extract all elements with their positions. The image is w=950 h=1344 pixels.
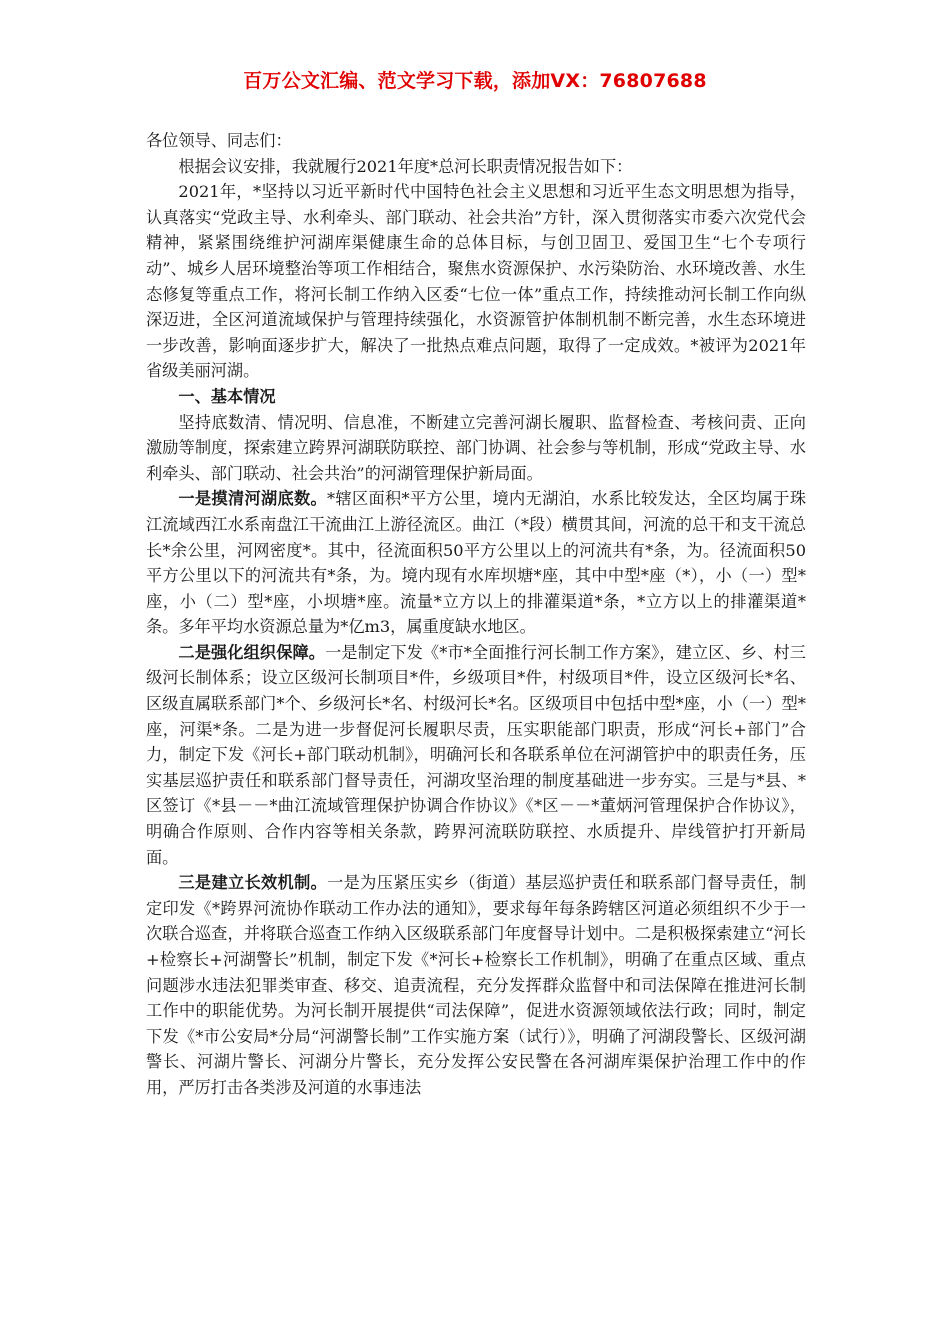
item-lead: 一是摸清河湖底数。 [178, 489, 328, 509]
salutation: 各位领导、同志们： [146, 131, 292, 150]
watermark-banner: 百万公文汇编、范文学习下载，添加VX：76807688 [243, 70, 707, 92]
intro-paragraph: 根据会议安排，我就履行2021年度*总河长职责情况报告如下： [178, 156, 633, 176]
section-heading: 一、基本情况 [178, 386, 276, 406]
section-summary: 坚持底数清、情况明、信息准，不断建立完善河湖长履职、监督检查、考核问责、正向激励等制度，探索建立跨界河湖联防联控、部门协调、社会参与等机制，形成“党政主导、水利牵头、部门联动、社会共治”的河湖管理保护新局面。 [146, 412, 806, 483]
overview-paragraph: 2021年，*坚持以习近平新时代中国特色社会主义思想和习近平生态文明思想为指导，认真落实“党政主导、水利牵头、部门联动、社会共治”方针，深入贯彻落实市委六次党代会精神，紧紧围绕维护河湖库渠健康生命的总体目标，与创卫固卫、爱国卫生“七个专项行动”、城乡人居环境整治等项工作相结合，聚焦水资源保护、水污染防治、水环境改善、水生态修复等重点工作，将河长制工作纳入区委“七位一体”重点工作，持续推动河长制工作向纵深迈进，全区河道流域保护与管理持续强化，水资源管护体制机制不断完善，水生态环境进一步改善，影响面逐步扩大，解决了一批热点难点问题，取得了一定成效。*被评为2021年省级美丽河湖。 [146, 182, 806, 381]
item-text: *辖区面积*平方公里，境内无湖泊，水系比较发达，全区均属于珠江流域西江水系南盘江干流曲江上游径流区。曲江（*段）横贯其间，河流的总干和支干流总长*余公里，河网密度*。其中，径流面积50平方公里以上的河流共有*条，为。径流面积50平方公里以下的河流共有*条，为。境内现有水库坝塘*座，其中中型*座（*），小（一）型*座，小（二）型*座，小坝塘*座。流量*立方以上的排灌渠道*条，*立方以上的排灌渠道*条。多年平均水资源总量为*亿m3，属重度缺水地区。 [146, 489, 807, 637]
item-lead: 三是建立长效机制。 [178, 873, 328, 893]
report-body [146, 128, 806, 1101]
item-lead: 二是强化组织保障。 [178, 642, 326, 662]
item-text: 一是制定下发《*市*全面推行河长制工作方案》，建立区、乡、村三级河长制体系；设立区级河长制项目*件，乡级项目*件，村级项目*件，设立区级河长*名、区级直属联系部门*个、乡级河长*名、村级河长*名。区级项目中包括中型*座，小（一）型*座，河渠*条。二是为进一步督促河长履职尽责，压实职能部门职责，形成“河长+部门”合力，制定下发《河长+部门联动机制》，明确河长和各联系单位在河湖管护中的职责任务，压实基层巡护责任和联系部门督导责任，河湖攻坚治理的制度基础进一步夯实。三是与*县、*区签订《*县－－*曲江流域管理保护协调合作协议》《*区－－*董炳河管理保护合作协议》，明确合作原则、合作内容等相关条款，跨界河流联防联控、水质提升、岸线管护打开新局面。 [146, 642, 806, 867]
item-paragraph [146, 486, 806, 640]
item-paragraph [146, 870, 806, 1100]
item-paragraph [146, 640, 806, 870]
item-text: 一是为压紧压实乡（街道）基层巡护责任和联系部门督导责任，制定印发《*跨界河流协作联动工作办法的通知》，要求每年每条跨辖区河道必须组织不少于一次联合巡查，并将联合巡查工作纳入区级联系部门年度督导计划中。二是积极探索建立“河长+检察长+河湖警长”机制，制定下发《*河长+检察长工作机制》，明确了在重点区域、重点问题涉水违法犯罪类审查、移交、追责流程，充分发挥群众监督中和司法保障在推进河长制工作中的职能优势。为河长制开展提供“司法保障”，促进水资源领域依法行政；同时，制定下发《*市公安局*分局“河湖警长制”工作实施方案（试行）》，明确了河湖段警长、区级河湖警长、河湖片警长、河湖分片警长，充分发挥公安民警在各河湖库渠保护治理工作中的作用，严厉打击各类涉及河道的水事违法 [146, 873, 807, 1097]
